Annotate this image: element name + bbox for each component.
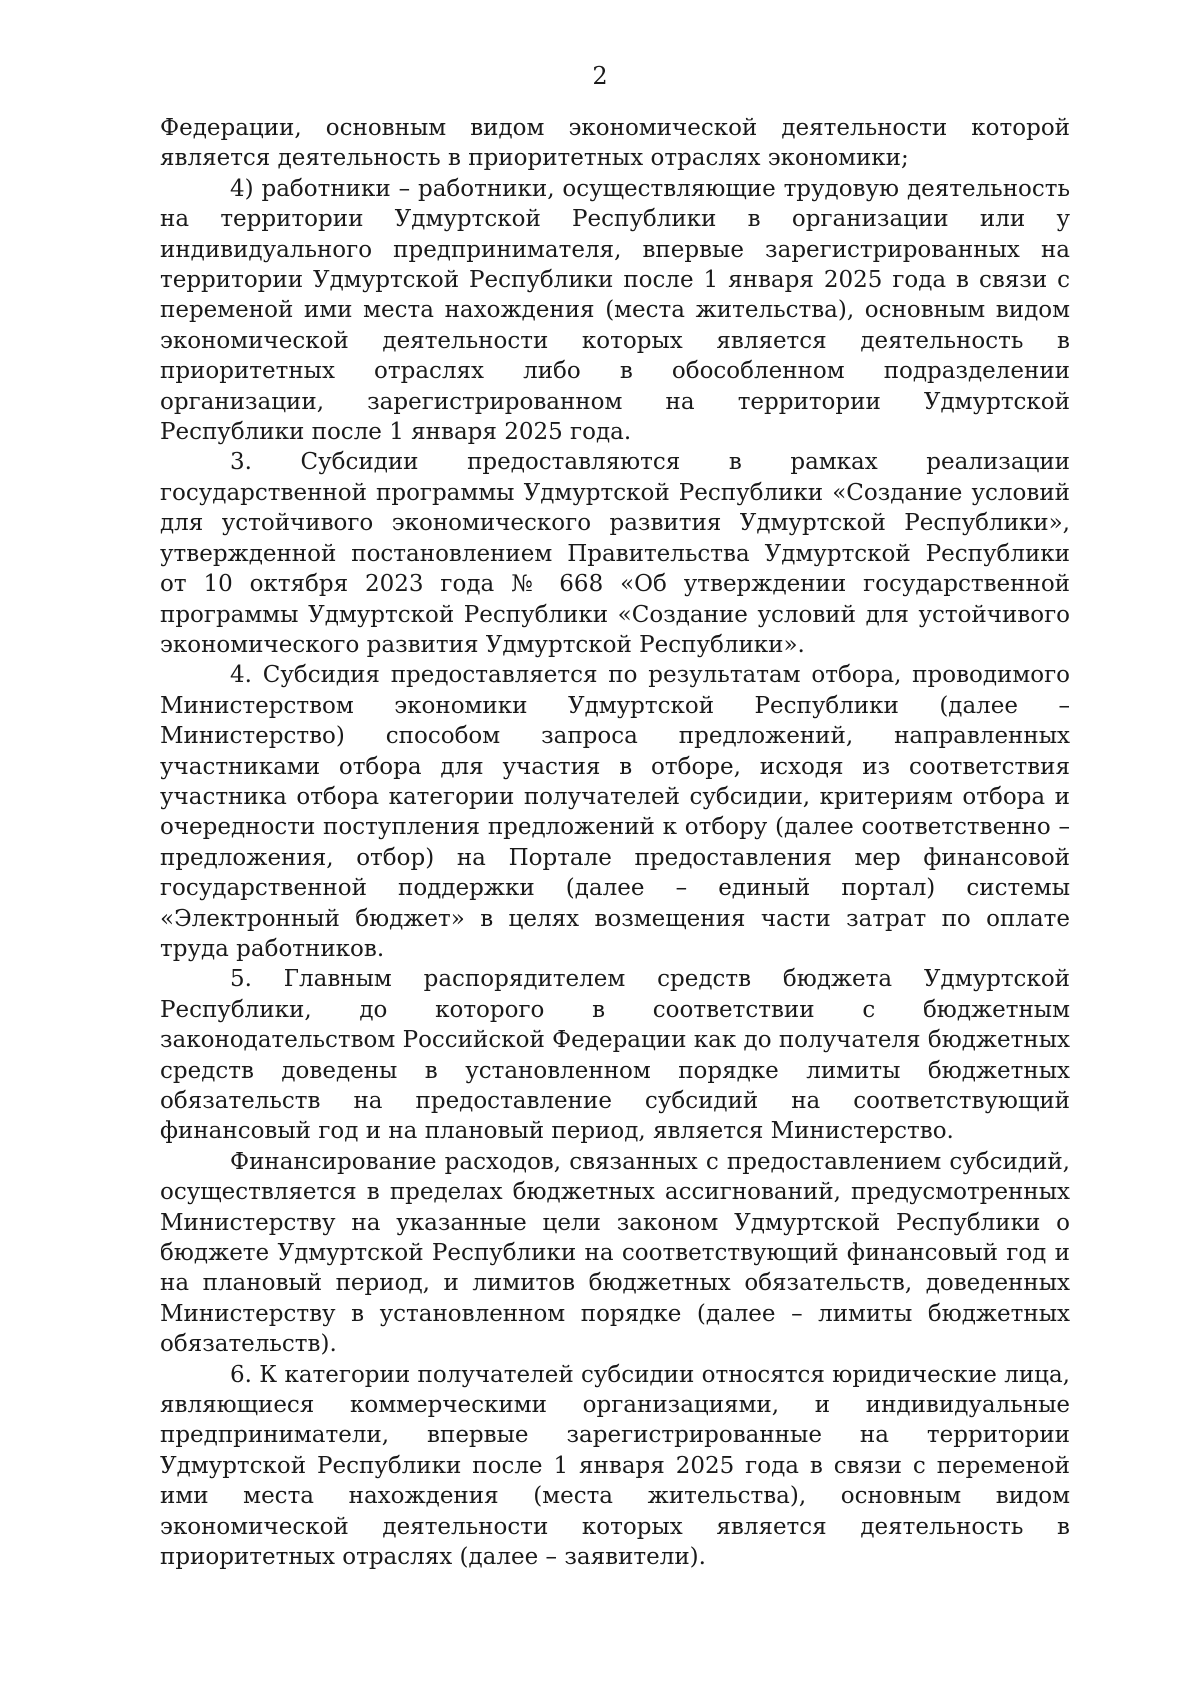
paragraph-5: 5. Главным распорядителем средств бюджета Удмуртской Республики, до которого в соответствии с бюджетным законодательством Российской Федерации как до получателя бюджетных средств доведены в установленном порядке лимиты бюджетных обязательств на предоставление субсидий на соответствующий финансовый год и на плановый период, является Министерство. xyxy=(160,966,1070,1145)
paragraph-3: 3. Субсидии предоставляются в рамках реализации государственной программы Удмуртской Республики «Создание условий для устойчивого экономического развития Удмуртской Республики», утвержденной постановлением Правительства Удмуртской Республики от 10 октября 2023 года № 668 «Об утверждении государственной программы Удмуртской Республики «Создание условий для устойчивого экономического развития Удмуртской Республики». xyxy=(160,449,1070,658)
paragraph-4: 4. Субсидия предоставляется по результатам отбора, проводимого Министерством экономики Удмуртской Республики (далее – Министерство) способом запроса предложений, направленных участниками отбора для участия в отборе, исходя из соответствия участника отбора категории получателей субсидии, критериям отбора и очередности поступления предложений к отбору (далее соответственно – предложения, отбор) на Портале предоставления мер финансовой государственной поддержки (далее – единый портал) системы «Электронный бюджет» в целях возмещения части затрат по оплате труда работников. xyxy=(160,662,1070,962)
paragraph-6: 6. К категории получателей субсидии относятся юридические лица, являющиеся коммерческими организациями, и индивидуальные предприниматели, впервые зарегистрированные на территории Удмуртской Республики после 1 января 2025 года в связи с переменой ими места нахождения (места жительства), основным видом экономической деятельности которых является деятельность в приоритетных отраслях (далее – заявители). xyxy=(160,1361,1070,1571)
paragraph-continuation: Федерации, основным видом экономической деятельности которой является деятельность в приоритетных отраслях экономики; xyxy=(160,115,1070,172)
page-number: 2 xyxy=(592,62,608,90)
document-body xyxy=(160,113,1070,1573)
paragraph-item-4-workers: 4) работники – работники, осуществляющие трудовую деятельность на территории Удмуртской Республики в организации или у индивидуального предпринимателя, впервые зарегистрированных на территории Удмуртской Республики после 1 января 2025 года в связи с переменой ими места нахождения (места жительства), основным видом экономической деятельности которых является деятельность в приоритетных отраслях либо в обособленном подразделении организации, зарегистрированном на территории Удмуртской Республики после 1 января 2025 года. xyxy=(160,175,1070,446)
paragraph-5-financing: Финансирование расходов, связанных с предоставлением субсидий, осуществляется в пределах бюджетных ассигнований, предусмотренных Министерству на указанные цели законом Удмуртской Республики о бюджете Удмуртской Республики на соответствующий финансовый год и на плановый период, и лимитов бюджетных обязательств, доведенных Министерству в установленном порядке (далее – лимиты бюджетных обязательств). xyxy=(160,1148,1070,1358)
